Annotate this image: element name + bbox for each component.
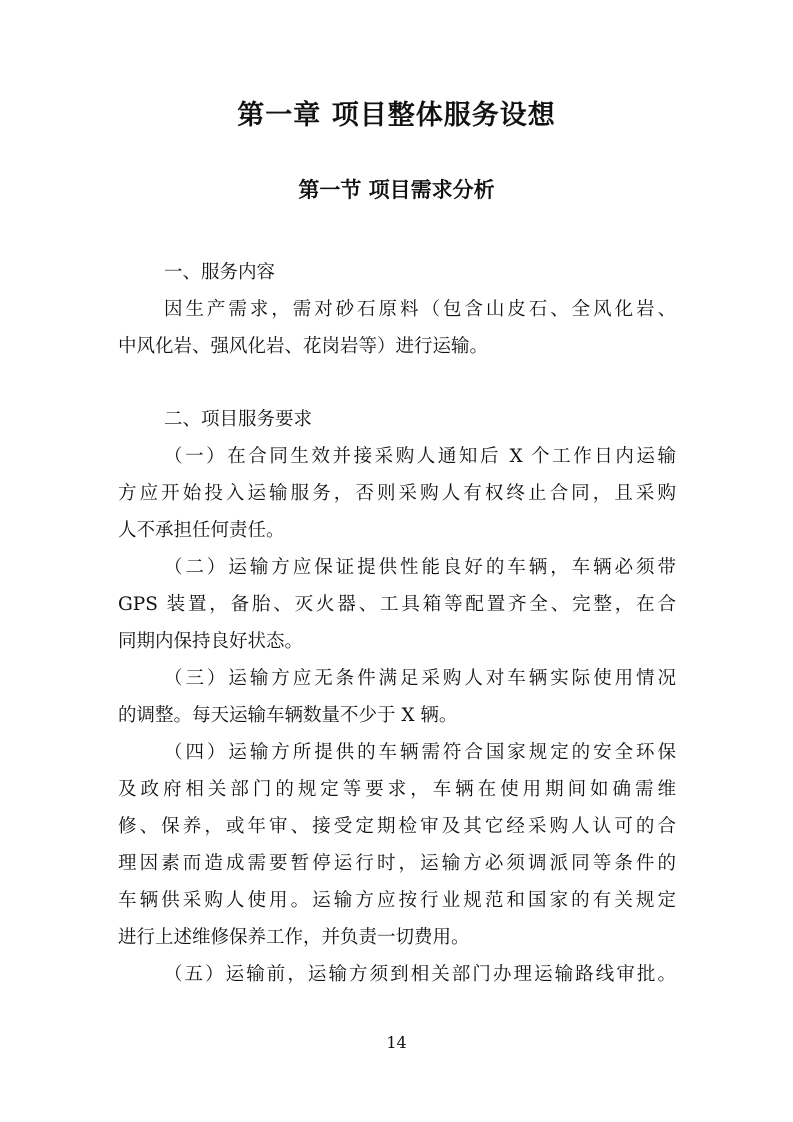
service-content-heading: 一、服务内容: [164, 262, 276, 283]
requirement-1-line-2: 方应开始投入运输服务，否则采购人有权终止合同，且采购: [118, 483, 676, 504]
requirement-2-line-1: （二）运输方应保证提供性能良好的车辆，车辆必须带: [164, 557, 676, 578]
service-content-block: [118, 254, 676, 365]
service-content-line-1: 因生产需求，需对砂石原料（包含山皮石、全风化岩、: [164, 299, 676, 320]
section-title: 第一节 项目需求分析: [298, 177, 495, 202]
requirements-heading: 二、项目服务要求: [164, 409, 313, 430]
requirement-2-line-2: GPS 装置，备胎、灭火器、工具箱等配置齐全、完整，在合: [118, 594, 676, 615]
requirement-4-line-4: 理因素而造成需要暂停运行时，运输方必须调派同等条件的: [118, 853, 676, 874]
requirement-1-line-3: 人不承担任何责任。: [118, 520, 285, 541]
service-content-line-2: 中风化岩、强风化岩、花岗岩等）进行运输。: [118, 336, 489, 357]
requirement-2-line-3: 同期内保持良好状态。: [118, 631, 304, 652]
requirement-4-line-6: 进行上述维修保养工作，并负责一切费用。: [118, 927, 470, 948]
requirement-5-line-1: （五）运输前，运输方须到相关部门办理运输路线审批。: [164, 964, 676, 985]
requirement-3-line-2: 的调整。每天运输车辆数量不少于 X 辆。: [118, 705, 458, 726]
requirement-4-line-3: 修、保养，或年审、接受定期检审及其它经采购人认可的合: [118, 816, 676, 837]
page-number: 14: [386, 1033, 407, 1052]
requirement-4-line-5: 车辆供采购人使用。运输方应按行业规范和国家的有关规定: [118, 890, 676, 911]
requirement-4-line-2: 及政府相关部门的规定等要求，车辆在使用期间如确需维: [118, 779, 676, 800]
requirements-block: [118, 401, 676, 993]
chapter-title: 第一章 项目整体服务设想: [237, 100, 556, 131]
requirement-1-line-1: （一）在合同生效并接采购人通知后 X 个工作日内运输: [164, 446, 676, 467]
requirement-4-line-1: （四）运输方所提供的车辆需符合国家规定的安全环保: [164, 742, 676, 763]
requirement-3-line-1: （三）运输方应无条件满足采购人对车辆实际使用情况: [164, 668, 676, 689]
